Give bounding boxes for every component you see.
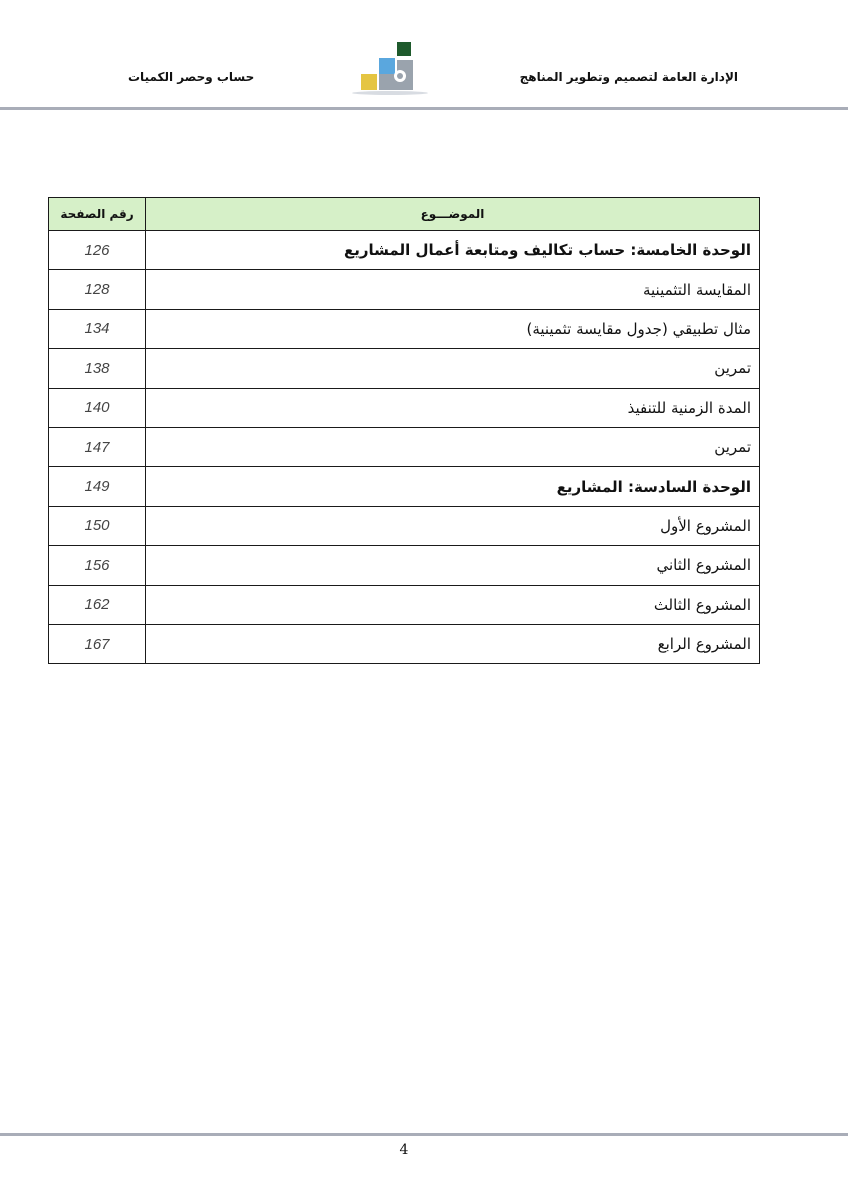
table-row <box>49 349 760 388</box>
table-row <box>49 585 760 624</box>
table-row <box>49 388 760 427</box>
table-row <box>49 231 760 270</box>
toc-topic: المشروع الرابع <box>146 624 760 663</box>
toc-page-number: 149 <box>49 467 146 506</box>
toc-page-number: 128 <box>49 270 146 309</box>
toc-topic: تمرين <box>146 349 760 388</box>
table-row <box>49 309 760 348</box>
page-number: 4 <box>399 1142 409 1158</box>
toc-topic: تمرين <box>146 427 760 466</box>
toc-page-number: 156 <box>49 546 146 585</box>
toc-unit-title: الوحدة السادسة: المشاريع <box>146 467 760 506</box>
logo-shadow <box>352 91 428 95</box>
toc-page-number: 162 <box>49 585 146 624</box>
toc-page-number: 140 <box>49 388 146 427</box>
footer-divider <box>0 1133 848 1136</box>
toc-page-number: 138 <box>49 349 146 388</box>
department-logo <box>345 38 435 98</box>
table-row <box>49 270 760 309</box>
logo-yellow-square <box>361 74 377 90</box>
logo-green-square <box>397 42 411 56</box>
header-divider <box>0 107 848 110</box>
column-header-page: رقم الصفحة <box>49 198 146 231</box>
table-row <box>49 427 760 466</box>
table-row <box>49 467 760 506</box>
toc-header-row <box>49 198 760 231</box>
toc-unit-title: الوحدة الخامسة: حساب تكاليف ومتابعة أعمال المشاريع <box>146 231 760 270</box>
table-row <box>49 506 760 545</box>
toc-page-number: 150 <box>49 506 146 545</box>
page-header <box>0 0 848 112</box>
toc-topic: المشروع الأول <box>146 506 760 545</box>
table-row <box>49 624 760 663</box>
toc-page-number: 134 <box>49 309 146 348</box>
column-header-topic: الموضـــوع <box>146 198 760 231</box>
toc-page-number: 126 <box>49 231 146 270</box>
header-course-title: حساب وحصر الكميات <box>128 70 255 84</box>
toc-page-number: 147 <box>49 427 146 466</box>
toc-topic: مثال تطبيقي (جدول مقايسة تثمينية) <box>146 309 760 348</box>
toc-body <box>49 231 760 664</box>
toc-topic: المقايسة التثمينية <box>146 270 760 309</box>
toc-topic: المشروع الثالث <box>146 585 760 624</box>
header-department-title: الإدارة العامة لتصميم وتطوير المناهج <box>519 70 738 84</box>
toc-topic: المشروع الثاني <box>146 546 760 585</box>
toc-page-number: 167 <box>49 624 146 663</box>
table-of-contents <box>48 197 760 664</box>
logo-blue-square <box>379 58 395 74</box>
toc-topic: المدة الزمنية للتنفيذ <box>146 388 760 427</box>
table-row <box>49 546 760 585</box>
